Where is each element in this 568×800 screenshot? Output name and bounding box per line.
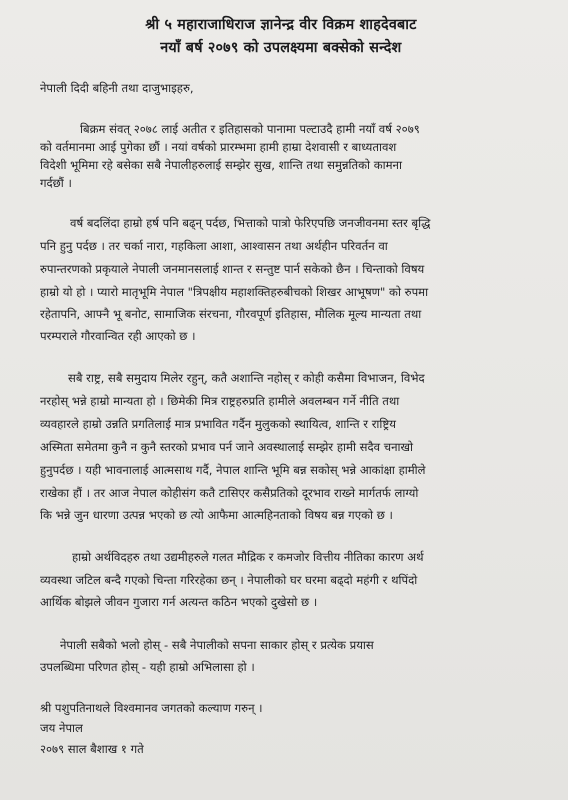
paragraph-line: कि भन्ने जुन धारणा उत्पन्न भएको छ त्यो आफैमा आत्महिनताको विषय बन्न गएको छ । [40, 508, 393, 522]
paragraph-line: रहेतापनि, आफ्नै भू बनोट, सामाजिक संरचना, गौरवपूर्ण इतिहास, मौलिक मूल्य मान्यता तथा [40, 307, 422, 321]
paragraph-line: परम्पराले गौरवान्वित रही आएको छ । [40, 329, 196, 343]
paragraph-line: हुनुपर्दछ । यही भावनालाई आत्मसाथ गर्दै, नेपाल शान्ति भूमि बन्न सकोस् भन्ने आकांक्षा हामीले [40, 463, 426, 477]
closing-blessing: श्री पशुपतिनाथले विश्वमानव जगतको कल्याण गरुन् । [40, 701, 263, 715]
paragraph-line: नरहोस् भन्ने हाम्रो मान्यता हो । छिमेकी मित्र राष्ट्रहरुप्रति हामीले अवलम्बन गर्ने नीति तथा [40, 394, 400, 408]
paragraph-line: व्यवहारले हाम्रो उन्नति प्रगतिलाई मात्र प्रभावित गर्दैन मुलुकको स्थायित्व, शान्ति र राष्ट्रिय [40, 417, 396, 431]
paragraph-line: आर्थिक बोझले जीवन गुजारा गर्न अत्यन्त कठिन भएको दुखेसो छ । [40, 595, 318, 609]
paragraph-line: उपलब्धिमा परिणत होस् - यही हाम्रो अभिलासा हो । [40, 660, 255, 674]
paragraph-line: हाम्रो अर्थविदहरु तथा उद्यमीहरुले गलत मौद्रिक र कमजोर वित्तीय नीतिका कारण अर्थ [72, 550, 424, 564]
paragraph-line: गर्दछौं । [40, 176, 72, 190]
paragraph-line: राखेका हौं । तर आज नेपाल कोहीसंग कतै टासिएर कसैप्रतिको दूरभाव राख्ने मार्गतर्फ लाग्यो [40, 486, 419, 500]
paragraph-line: पनि हुनु पर्दछ । तर चर्का नारा, गहकिला आशा, आश्वासन तथा अर्थहीन परिवर्तन वा [40, 239, 388, 253]
message-title-line-2: नयाँ बर्ष २०७९ को उपलक्ष्यमा बक्सेको सन्देश [160, 39, 402, 56]
paragraph-line: सबै राष्ट्र, सबै समुदाय मिलेर रहुन्, कतै अशान्ति नहोस् र कोही कसैमा विभाजन, विभेद [68, 371, 425, 385]
paragraph-line: नेपाली सबैको भलो होस् - सबै नेपालीको सपना साकार होस् र प्रत्येक प्रयास [60, 638, 374, 652]
paragraph-line: रुपान्तरणको प्रकृयाले नेपाली जनमानसलाई शान्त र सन्तुष्ट पार्न सकेको छैन । चिन्ताको विषय [40, 262, 425, 276]
closing-slogan: जय नेपाल [40, 721, 83, 735]
salutation: नेपाली दिदी बहिनी तथा दाजुभाइहरु, [40, 81, 194, 95]
paragraph-line: विदेशी भूमिमा रहे बसेका सबै नेपालीहरुलाई सम्झेर सुख, शान्ति तथा समुन्नतिको कामना [40, 158, 402, 172]
paragraph-line: बिक्रम संवत् २०७८ लाई अतीत र इतिहासको पानामा पल्टाउदै हामी नयाँ वर्ष २०७९ [80, 122, 420, 136]
paragraph-line: व्यवस्था जटिल बन्दै गएको चिन्ता गरिरहेका छन् । नेपालीको घर घरमा बढ्दो महंगी र थपिंदो [40, 573, 418, 587]
message-title-line-1: श्री ५ महाराजाधिराज ज्ञानेन्द्र वीर विक्रम शाहदेवबाट [145, 16, 417, 33]
closing-date: २०७९ साल बैशाख १ गते [40, 742, 144, 756]
paragraph-line: अस्मिता समेतमा कुनै न कुनै स्तरको प्रभाव पर्न जाने अवस्थालाई सम्झेर हामी सदैव चनाखो [40, 440, 414, 454]
paragraph-line: वर्ष बदलिंदा हाम्रो हर्ष पनि बढ्न् पर्दछ, भित्ताको पात्रो फेरिएपछि जनजीवनमा स्तर बृद्धि [70, 216, 431, 230]
paragraph-line: हाम्रो यो हो । प्यारो मातृभूमि नेपाल "त्रिपक्षीय महाशक्तिहरुबीचको शिखर आभूषण" को रुपमा [40, 285, 429, 299]
paragraph-line: को वर्तमानमा आई पुगेका छौं । नयां वर्षको प्रारम्भमा हामी हाम्रा देशवासी र बाध्यतावश [40, 140, 397, 154]
